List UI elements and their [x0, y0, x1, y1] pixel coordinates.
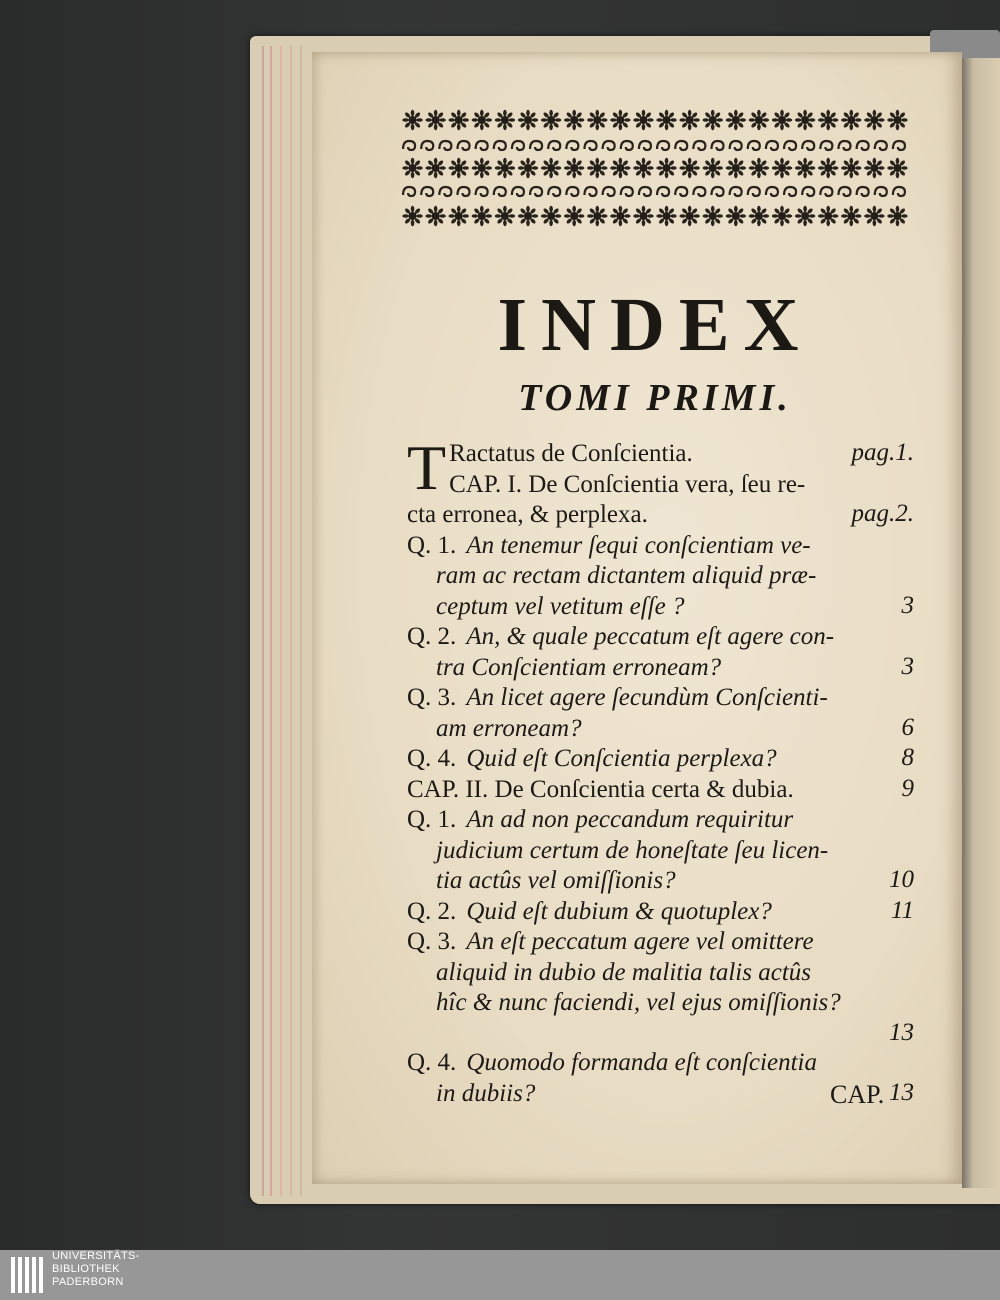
- index-entry: [407, 1047, 914, 1078]
- ornament-band: [401, 104, 909, 232]
- entry-text: Ractatus de Conſcientia.: [449, 440, 693, 467]
- entry-text: An tenemur ſequi conſcientiam ve-: [466, 531, 811, 559]
- index-entry: [407, 896, 914, 927]
- index-entry: [407, 957, 914, 988]
- question-number: Q. 2.: [407, 897, 457, 925]
- entry-text: Quid eſt dubium & quotuplex?: [466, 897, 772, 925]
- entry-text: An eſt peccatum agere vel omittere: [466, 928, 814, 955]
- index-entry: [407, 1018, 914, 1048]
- page-reference: 3: [901, 652, 914, 680]
- library-logo-icon: [10, 1251, 46, 1297]
- index-entries: [407, 432, 914, 1108]
- page-reference: 3: [901, 591, 914, 619]
- entry-text: ceptum vel vetitum eſſe ?: [436, 592, 685, 620]
- entry-text: in dubiis?: [436, 1079, 536, 1107]
- entry-text: An licet agere ſecundùm Conſcienti-: [466, 684, 828, 711]
- entry-text: CAP. II. De Conſcientia certa & dubia.: [407, 775, 794, 803]
- entry-text: Quid eſt Conſcientia perplexa?: [466, 745, 777, 772]
- index-entry: [407, 774, 914, 805]
- entry-text: tra Conſcientiam erroneam?: [436, 653, 722, 681]
- index-entry: [407, 499, 914, 530]
- page-reference: 10: [889, 866, 914, 893]
- entry-text: hîc & nunc faciendi, vel ejus omiſſionis?: [436, 989, 841, 1016]
- entry-text: Quomodo formanda eſt conſcientia: [466, 1049, 817, 1076]
- question-number: Q. 3.: [407, 684, 457, 711]
- index-entry: [407, 743, 914, 774]
- question-number: Q. 3.: [407, 928, 457, 955]
- index-entry: [407, 591, 914, 622]
- facing-page-gutter: [962, 58, 1000, 1188]
- index-entry: [407, 987, 914, 1018]
- library-logo-text: [52, 1250, 140, 1289]
- page-reference: 13: [889, 1018, 914, 1046]
- index-entry: [407, 865, 914, 896]
- question-number: Q. 1.: [407, 806, 457, 833]
- page-reference: 13: [889, 1078, 914, 1106]
- question-number: Q. 4.: [407, 1049, 457, 1076]
- question-number: Q. 1.: [407, 531, 457, 559]
- entry-text: An, & quale peccatum eſt agere con-: [466, 623, 835, 650]
- catchword: CAP.: [830, 1080, 885, 1109]
- question-number: Q. 4.: [407, 745, 457, 772]
- index-entry: [407, 530, 914, 561]
- index-entry: [407, 469, 914, 500]
- index-entry: [407, 713, 914, 744]
- entry-text: An ad non peccandum requiritur: [466, 806, 794, 833]
- page-reference: 6: [901, 713, 914, 741]
- page-reference: 11: [890, 896, 914, 924]
- entry-text: judicium certum de honeſtate ſeu licen-: [436, 836, 829, 864]
- logo-line: BIBLIOTHEK: [52, 1263, 120, 1275]
- entry-text: tia actûs vel omiſſionis?: [436, 867, 676, 894]
- logo-line: PADERBORN: [52, 1276, 124, 1288]
- entry-text: aliquid in dubio de malitia talis actûs: [436, 958, 811, 986]
- index-entry: [407, 835, 914, 866]
- page-reference: pag.1.: [851, 439, 914, 466]
- page-reference: 8: [901, 744, 914, 771]
- index-entry: [407, 804, 914, 835]
- entry-text: cta erronea, & perplexa.: [407, 501, 648, 528]
- index-entry: [407, 438, 914, 469]
- page-subtitle: TOMI PRIMI.: [518, 377, 792, 419]
- index-entry: [407, 682, 914, 713]
- index-entry: [407, 621, 914, 652]
- index-entry: [407, 652, 914, 683]
- drop-capital: T: [407, 432, 447, 503]
- entry-text: am erroneam?: [436, 714, 582, 742]
- index-entry: [407, 560, 914, 591]
- logo-line: UNIVERSITÄTS-: [52, 1250, 140, 1262]
- page-reference: pag.2.: [851, 500, 914, 527]
- entry-text: CAP. I. De Conſcientia vera, ſeu re-: [449, 470, 806, 498]
- entry-text: ram ac rectam dictantem aliquid præ-: [436, 562, 817, 589]
- page-title: INDEX: [497, 283, 813, 367]
- page-reference: 9: [901, 774, 914, 802]
- question-number: Q. 2.: [407, 623, 457, 650]
- index-entry: [407, 926, 914, 957]
- footer-bar: [0, 1250, 1000, 1300]
